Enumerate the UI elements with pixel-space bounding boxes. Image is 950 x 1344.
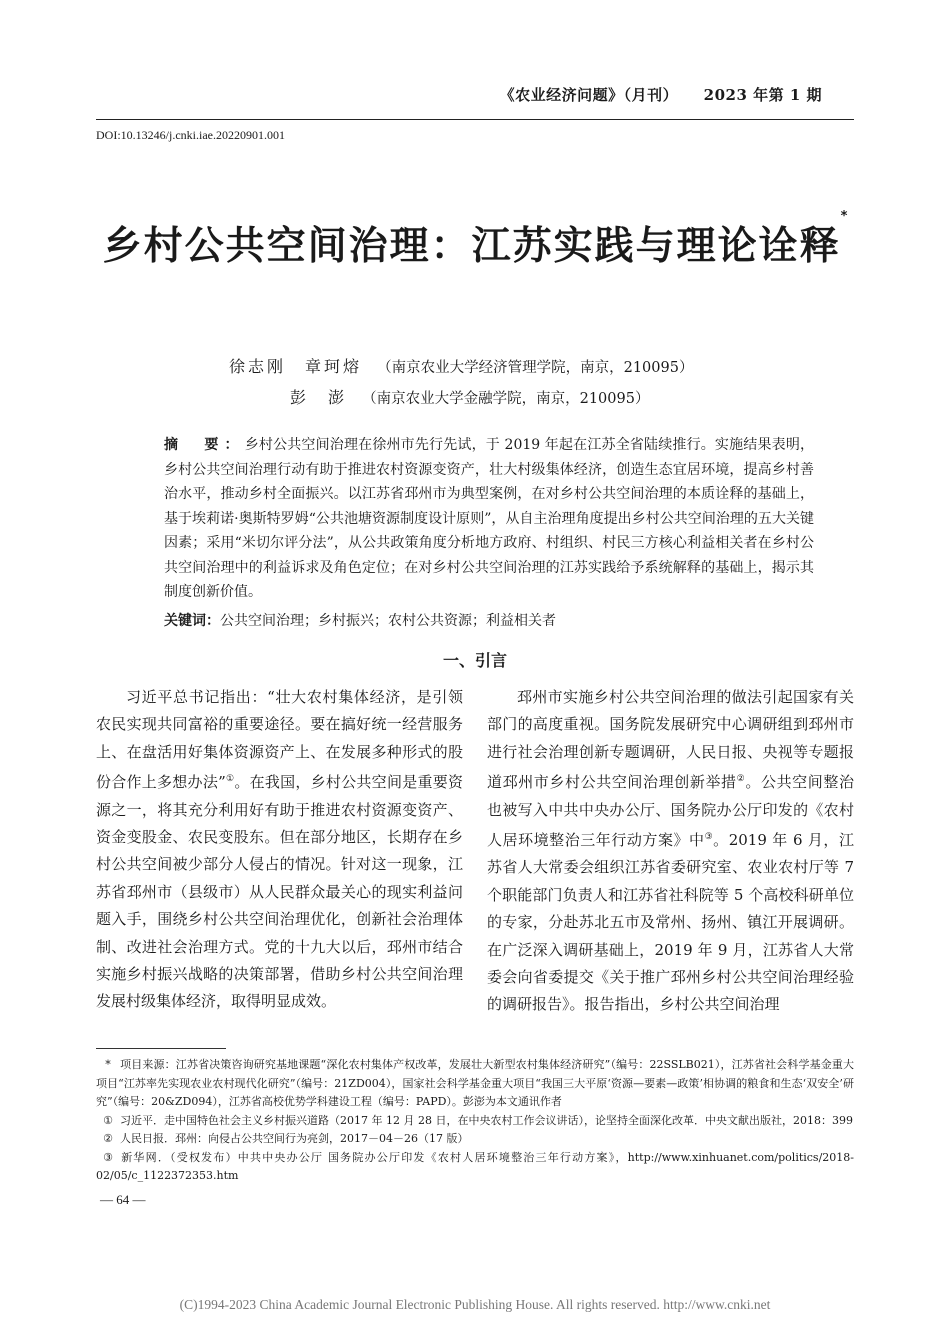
journal-name: 《农业经济问题》（月刊） [499,86,679,104]
body-text: 。在我国，乡村公共空间是重要资源之一，将其充分利用好有助于推进农村资源变资产、资金变股金、农民变股东。但在部分地区，长期存在乡村公共空间被少部分人侵占的情况。针对这一现象，江苏省邳州市（县级市）从人民群众最关心的现实利益问题入手，围绕乡村公共空间治理优化，创新社会治理体制、改进社会治理方式。党的十九大以后，邳州市结合实施乡村振兴战略的决策部署，借助乡村公共空间治理发展村级集体经济，取得明显成效。 [96,773,463,1011]
body-paragraph [96,684,463,1016]
author-affiliation: （南京农业大学金融学院，南京，210095） [362,391,650,407]
author-names: 徐志刚 章珂熔 [229,357,363,376]
body-text: 。2019 年 6 月，江苏省人大常委会组织江苏省委研究室、农业农村厅等 7 个职能部门负责人和江苏省社科院等 5 个高校科研单位的专家，分赴苏北五市及常州、扬州、镇江开展调研。在广泛深入调研基础上，2019 年 9 月，江苏省人大常委会向省委提交《关于推广邳州乡村公共空间治理经验的调研报告》。报告指出，乡村公共空间治理 [487,831,854,1014]
body-text: 习近平总书记指出：“壮大农村集体经济，是引领农民实现共同富裕的重要途径。要在搞好统一经营服务上、在盘活用好集体资源资产上、在发展多种形式的股份合作上多想办法” [96,688,463,792]
body-text: 。公共空间整治也被写入中共中央办公厅、国务院办公厅印发的《农村人居环境整治三年行动方案》中 [487,773,854,850]
paper-title-text: 乡村公共空间治理：江苏实践与理论诠释 [102,224,841,269]
body-text: 邳州市实施乡村公共空间治理的做法引起国家有关部门的高度重视。国务院发展研究中心调研组到邳州市进行社会治理创新专题调研，人民日报、央视等专题报道邳州市乡村公共空间治理创新举措 [487,688,854,792]
author-line-1 [229,354,693,377]
paper-title [0,209,950,271]
journal-issue: 2023 年第 1 期 [703,86,822,104]
footnote-mark: ③ [103,1150,113,1164]
footnote-mark: ① [103,1113,113,1127]
header-rule [96,119,854,120]
footnote-rule [96,1048,226,1049]
journal-header [500,84,822,105]
keywords-text: 公共空间治理；乡村振兴；农村公共资源；利益相关者 [220,613,556,629]
body-paragraph [487,684,854,1019]
footnote-text: 习近平．走中国特色社会主义乡村振兴道路（2017 年 12 月 28 日，在中央农村工作会议讲话），论坚持全面深化改革．中央文献出版社，2018：399 [120,1113,853,1127]
title-footnote-mark[interactable]: * [840,209,848,224]
author-line-2 [290,385,649,408]
page-number: — 64 — [100,1192,146,1207]
footnote-ref[interactable]: ③ [704,832,714,843]
footnote-text[interactable]: 新华网．（受权发布）中共中央办公厅 国务院办公厅印发《农村人居环境整治三年行动方案》，http://www.xinhuanet.com/politics/2018-02/05/c_1122372353.htm [96,1150,854,1182]
doi[interactable]: DOI:10.13246/j.cnki.iae.20220901.001 [96,128,285,142]
author-affiliation: （南京农业大学经济管理学院，南京，210095） [377,360,694,376]
copyright-watermark: (C)1994-2023 China Academic Journal Electronic Publishing House. All rights reserved. http://www.cnki.net [179,1297,771,1312]
footnote-mark: ② [103,1132,113,1145]
footnote [96,1056,854,1112]
footnote [96,1112,854,1131]
footnote [96,1149,854,1186]
footnotes [96,1056,854,1186]
footnote-ref[interactable]: ① [225,774,235,785]
body-column-left [96,684,463,1016]
footnote-ref[interactable]: ② [736,774,746,785]
abstract-text: 乡村公共空间治理在徐州市先行先试，于 2019 年起在江苏全省陆续推行。实施结果表明，乡村公共空间治理行动有助于推进农村资源变资产，壮大村级集体经济，创造生态宜居环境，提高乡村善治水平，推动乡村全面振兴。以江苏省邳州市为典型案例，在对乡村公共空间治理的本质诠释的基础上，基于埃莉诺·奥斯特罗姆“公共池塘资源制度设计原则”，从自主治理角度提出乡村公共空间治理的五大关键因素；采用“米切尔评分法”，从公共政策角度分析地方政府、村组织、村民三方核心利益相关者在乡村公共空间治理中的利益诉求及角色定位；在对乡村公共空间治理的江苏实践给予系统解释的基础上，揭示其制度创新价值。 [164,437,815,600]
footnote-text: 人民日报．邳州：向侵占公共空间行为亮剑，2017－04－26（17 版） [120,1132,469,1145]
keywords [164,610,814,630]
footnote [96,1130,854,1149]
section-title: 一、引言 [442,651,507,670]
body-column-right [487,684,854,1019]
footnote-text: 项目来源：江苏省决策咨询研究基地课题“深化农村集体产权改革，发展壮大新型农村集体经济研究”（编号：22SSLB021），江苏省社会科学基金重大项目“江苏率先实现农业农村现代化研究”（编号：21ZD004），国家社会科学基金重大项目“我国三大平原‘资源—要素—政策’相协调的粮食和生态‘双安全’研究”（编号：20&ZD094），江苏省高校优势学科建设工程（编号：PAPD）。彭澎为本文通讯作者 [96,1058,854,1108]
author-names: 彭 澎 [290,388,348,407]
abstract [164,433,814,605]
keywords-label: 关键词： [164,613,220,629]
abstract-label: 摘 要： [164,437,245,453]
footnote-mark: * [105,1058,111,1071]
